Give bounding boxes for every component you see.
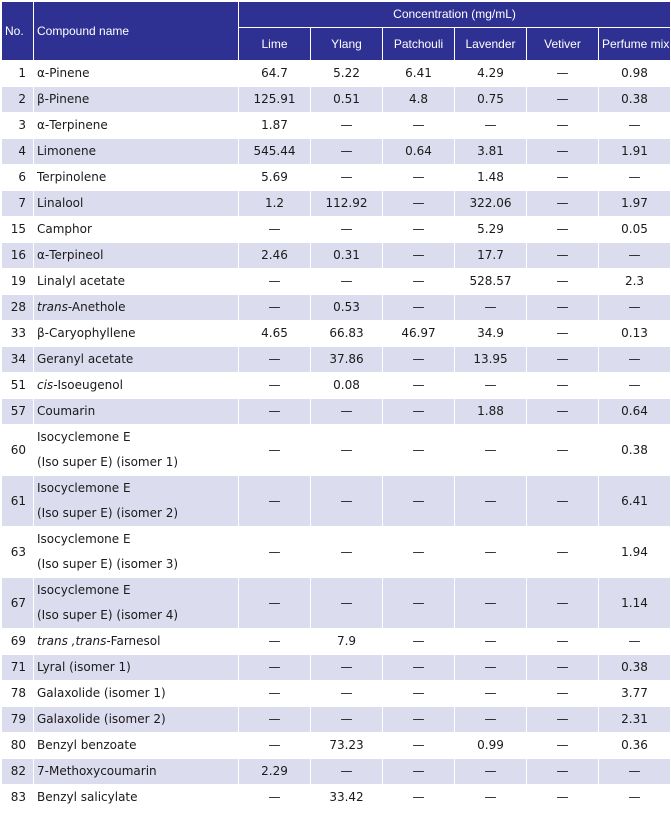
table-row bbox=[2, 321, 671, 347]
row-number: 82 bbox=[2, 759, 34, 785]
cell-vetiver: — bbox=[527, 217, 599, 243]
cell-patchouli: — bbox=[383, 733, 455, 759]
cell-ylang: 37.86 bbox=[311, 347, 383, 373]
cell-vetiver: — bbox=[527, 243, 599, 269]
cell-patchouli: — bbox=[383, 785, 455, 811]
cell-lavender: 17.7 bbox=[455, 243, 527, 269]
cell-ylang: — bbox=[311, 476, 383, 527]
cell-patchouli: — bbox=[383, 347, 455, 373]
row-number: 7 bbox=[2, 191, 34, 217]
table-row bbox=[2, 243, 671, 269]
row-number: 3 bbox=[2, 113, 34, 139]
cell-vetiver: — bbox=[527, 629, 599, 655]
row-number: 57 bbox=[2, 399, 34, 425]
cell-lavender: 3.81 bbox=[455, 139, 527, 165]
cell-patchouli: — bbox=[383, 425, 455, 476]
cell-perfume-mix: 0.64 bbox=[599, 399, 671, 425]
cell-perfume-mix: 6.41 bbox=[599, 476, 671, 527]
compound-name: Camphor bbox=[34, 217, 239, 243]
cell-patchouli: — bbox=[383, 527, 455, 578]
row-number: 4 bbox=[2, 139, 34, 165]
cell-ylang: — bbox=[311, 681, 383, 707]
row-number: 51 bbox=[2, 373, 34, 399]
cell-perfume-mix: 0.38 bbox=[599, 425, 671, 476]
cell-lavender: — bbox=[455, 785, 527, 811]
table-row bbox=[2, 707, 671, 733]
cell-perfume-mix: 0.36 bbox=[599, 733, 671, 759]
cell-perfume-mix: 1.91 bbox=[599, 139, 671, 165]
cell-patchouli: 6.41 bbox=[383, 61, 455, 87]
cell-perfume-mix: 3.77 bbox=[599, 681, 671, 707]
cell-lime: — bbox=[239, 425, 311, 476]
cell-lavender: — bbox=[455, 681, 527, 707]
compound-name-line2: (Iso super E) (isomer 2) bbox=[37, 506, 179, 520]
cell-patchouli: — bbox=[383, 217, 455, 243]
table-row bbox=[2, 113, 671, 139]
cell-ylang: 73.23 bbox=[311, 733, 383, 759]
cell-vetiver: — bbox=[527, 347, 599, 373]
cell-vetiver: — bbox=[527, 655, 599, 681]
cell-lime: 64.7 bbox=[239, 61, 311, 87]
concentration-table bbox=[1, 1, 671, 811]
cell-lime: — bbox=[239, 373, 311, 399]
cell-vetiver: — bbox=[527, 269, 599, 295]
cell-ylang: 112.92 bbox=[311, 191, 383, 217]
table-row bbox=[2, 785, 671, 811]
cell-lavender: 0.75 bbox=[455, 87, 527, 113]
cell-vetiver: — bbox=[527, 295, 599, 321]
compound-name: α-Pinene bbox=[34, 61, 239, 87]
cell-lime: — bbox=[239, 217, 311, 243]
cell-lavender: — bbox=[455, 655, 527, 681]
cell-lime: 1.87 bbox=[239, 113, 311, 139]
cell-vetiver: — bbox=[527, 578, 599, 629]
cell-lavender: 13.95 bbox=[455, 347, 527, 373]
cell-ylang: — bbox=[311, 217, 383, 243]
cell-ylang: 66.83 bbox=[311, 321, 383, 347]
cell-ylang: — bbox=[311, 113, 383, 139]
table-row bbox=[2, 373, 671, 399]
compound-name: β-Pinene bbox=[34, 87, 239, 113]
cell-lavender: 528.57 bbox=[455, 269, 527, 295]
cell-patchouli: — bbox=[383, 243, 455, 269]
row-number: 1 bbox=[2, 61, 34, 87]
table-row bbox=[2, 527, 671, 578]
cell-lavender: — bbox=[455, 707, 527, 733]
cell-lime: — bbox=[239, 527, 311, 578]
cell-ylang: 0.51 bbox=[311, 87, 383, 113]
table-row bbox=[2, 629, 671, 655]
cell-patchouli: — bbox=[383, 476, 455, 527]
cell-patchouli: — bbox=[383, 707, 455, 733]
compound-name: Benzyl benzoate bbox=[34, 733, 239, 759]
row-number: 15 bbox=[2, 217, 34, 243]
cell-lime: — bbox=[239, 733, 311, 759]
row-number: 16 bbox=[2, 243, 34, 269]
cell-vetiver: — bbox=[527, 527, 599, 578]
cell-patchouli: 0.64 bbox=[383, 139, 455, 165]
cell-lime: 2.46 bbox=[239, 243, 311, 269]
header-concentration-group: Concentration (mg/mL) bbox=[239, 2, 671, 28]
cell-vetiver: — bbox=[527, 373, 599, 399]
table-row bbox=[2, 655, 671, 681]
row-number: 63 bbox=[2, 527, 34, 578]
compound-name: cis-Isoeugenol bbox=[34, 373, 239, 399]
table-header bbox=[2, 2, 671, 61]
compound-name: Galaxolide (isomer 1) bbox=[34, 681, 239, 707]
cell-patchouli: — bbox=[383, 629, 455, 655]
cell-lavender: — bbox=[455, 759, 527, 785]
cell-vetiver: — bbox=[527, 733, 599, 759]
header-lime: Lime bbox=[239, 28, 311, 61]
table-row bbox=[2, 295, 671, 321]
cell-lime: — bbox=[239, 785, 311, 811]
compound-name: Benzyl salicylate bbox=[34, 785, 239, 811]
cell-ylang: — bbox=[311, 269, 383, 295]
header-ylang: Ylang bbox=[311, 28, 383, 61]
cell-perfume-mix: — bbox=[599, 629, 671, 655]
cell-perfume-mix: 2.3 bbox=[599, 269, 671, 295]
cell-lime: — bbox=[239, 347, 311, 373]
table-row bbox=[2, 578, 671, 629]
cell-lime: 2.29 bbox=[239, 759, 311, 785]
table-row bbox=[2, 217, 671, 243]
table-row bbox=[2, 87, 671, 113]
row-number: 6 bbox=[2, 165, 34, 191]
cell-lavender: — bbox=[455, 295, 527, 321]
cell-lavender: 1.88 bbox=[455, 399, 527, 425]
cell-patchouli: — bbox=[383, 681, 455, 707]
cell-ylang: — bbox=[311, 707, 383, 733]
cell-ylang: — bbox=[311, 759, 383, 785]
cell-vetiver: — bbox=[527, 759, 599, 785]
cell-perfume-mix: — bbox=[599, 295, 671, 321]
table-row bbox=[2, 61, 671, 87]
cell-lime: 1.2 bbox=[239, 191, 311, 217]
cell-lavender: 4.29 bbox=[455, 61, 527, 87]
cell-perfume-mix: 0.05 bbox=[599, 217, 671, 243]
cell-patchouli: — bbox=[383, 373, 455, 399]
compound-name: Lyral (isomer 1) bbox=[34, 655, 239, 681]
cell-lime: — bbox=[239, 295, 311, 321]
cell-perfume-mix: 0.13 bbox=[599, 321, 671, 347]
compound-name: Limonene bbox=[34, 139, 239, 165]
cell-lavender: — bbox=[455, 527, 527, 578]
compound-name-line2: (Iso super E) (isomer 4) bbox=[37, 608, 179, 622]
cell-lavender: 0.99 bbox=[455, 733, 527, 759]
cell-perfume-mix: — bbox=[599, 113, 671, 139]
cell-vetiver: — bbox=[527, 681, 599, 707]
cell-perfume-mix: 0.98 bbox=[599, 61, 671, 87]
cell-vetiver: — bbox=[527, 476, 599, 527]
compound-name: Isocyclemone E (Iso super E) (isomer 2) bbox=[34, 476, 239, 527]
compound-name: Galaxolide (isomer 2) bbox=[34, 707, 239, 733]
row-number: 80 bbox=[2, 733, 34, 759]
row-number: 19 bbox=[2, 269, 34, 295]
cell-lime: — bbox=[239, 578, 311, 629]
cell-ylang: 0.53 bbox=[311, 295, 383, 321]
cell-lavender: 322.06 bbox=[455, 191, 527, 217]
cell-lavender: 1.48 bbox=[455, 165, 527, 191]
cell-patchouli: — bbox=[383, 578, 455, 629]
table-row bbox=[2, 269, 671, 295]
table-row bbox=[2, 425, 671, 476]
row-number: 83 bbox=[2, 785, 34, 811]
cell-vetiver: — bbox=[527, 399, 599, 425]
row-number: 67 bbox=[2, 578, 34, 629]
compound-name: Coumarin bbox=[34, 399, 239, 425]
cell-vetiver: — bbox=[527, 87, 599, 113]
cell-patchouli: — bbox=[383, 295, 455, 321]
cell-ylang: — bbox=[311, 578, 383, 629]
row-number: 71 bbox=[2, 655, 34, 681]
cell-lavender: — bbox=[455, 629, 527, 655]
cell-perfume-mix: 0.38 bbox=[599, 87, 671, 113]
compound-name: α-Terpinene bbox=[34, 113, 239, 139]
cell-ylang: — bbox=[311, 425, 383, 476]
cell-lavender: 5.29 bbox=[455, 217, 527, 243]
header-perfume-mix: Perfume mix bbox=[599, 28, 671, 61]
row-number: 78 bbox=[2, 681, 34, 707]
cell-ylang: 7.9 bbox=[311, 629, 383, 655]
cell-ylang: 33.42 bbox=[311, 785, 383, 811]
cell-vetiver: — bbox=[527, 139, 599, 165]
cell-perfume-mix: — bbox=[599, 243, 671, 269]
header-compound-name: Compound name bbox=[34, 2, 239, 61]
table-row bbox=[2, 165, 671, 191]
cell-perfume-mix: — bbox=[599, 165, 671, 191]
cell-lime: — bbox=[239, 707, 311, 733]
cell-vetiver: — bbox=[527, 425, 599, 476]
header-vetiver: Vetiver bbox=[527, 28, 599, 61]
cell-vetiver: — bbox=[527, 165, 599, 191]
cell-patchouli: 46.97 bbox=[383, 321, 455, 347]
row-number: 60 bbox=[2, 425, 34, 476]
table-row bbox=[2, 476, 671, 527]
row-number: 28 bbox=[2, 295, 34, 321]
compound-name: Geranyl acetate bbox=[34, 347, 239, 373]
compound-name: trans ,trans-Farnesol bbox=[34, 629, 239, 655]
cell-lime: — bbox=[239, 269, 311, 295]
cell-lime: — bbox=[239, 476, 311, 527]
cell-lime: — bbox=[239, 399, 311, 425]
compound-name: Linalyl acetate bbox=[34, 269, 239, 295]
cell-ylang: — bbox=[311, 139, 383, 165]
row-number: 69 bbox=[2, 629, 34, 655]
compound-name: Terpinolene bbox=[34, 165, 239, 191]
cell-ylang: 5.22 bbox=[311, 61, 383, 87]
compound-name: β-Caryophyllene bbox=[34, 321, 239, 347]
table-row bbox=[2, 139, 671, 165]
cell-perfume-mix: 1.14 bbox=[599, 578, 671, 629]
cell-vetiver: — bbox=[527, 707, 599, 733]
cell-patchouli: — bbox=[383, 759, 455, 785]
cell-lime: 125.91 bbox=[239, 87, 311, 113]
table-row bbox=[2, 399, 671, 425]
compound-name: Isocyclemone E (Iso super E) (isomer 4) bbox=[34, 578, 239, 629]
table-body bbox=[2, 61, 671, 811]
row-number: 2 bbox=[2, 87, 34, 113]
cell-patchouli: — bbox=[383, 113, 455, 139]
cell-lime: 545.44 bbox=[239, 139, 311, 165]
cell-perfume-mix: 1.97 bbox=[599, 191, 671, 217]
compound-name: trans-Anethole bbox=[34, 295, 239, 321]
compound-name: 7-Methoxycoumarin bbox=[34, 759, 239, 785]
table-row bbox=[2, 681, 671, 707]
cell-perfume-mix: — bbox=[599, 759, 671, 785]
cell-lavender: — bbox=[455, 113, 527, 139]
cell-perfume-mix: — bbox=[599, 373, 671, 399]
cell-perfume-mix: — bbox=[599, 785, 671, 811]
cell-patchouli: — bbox=[383, 191, 455, 217]
cell-lavender: — bbox=[455, 578, 527, 629]
compound-name: Isocyclemone E (Iso super E) (isomer 1) bbox=[34, 425, 239, 476]
cell-vetiver: — bbox=[527, 113, 599, 139]
cell-lime: 5.69 bbox=[239, 165, 311, 191]
cell-perfume-mix: 1.94 bbox=[599, 527, 671, 578]
table-row bbox=[2, 733, 671, 759]
cell-patchouli: — bbox=[383, 655, 455, 681]
compound-name: Linalool bbox=[34, 191, 239, 217]
cell-patchouli: — bbox=[383, 165, 455, 191]
compound-name: Isocyclemone E (Iso super E) (isomer 3) bbox=[34, 527, 239, 578]
cell-ylang: — bbox=[311, 655, 383, 681]
cell-ylang: — bbox=[311, 527, 383, 578]
cell-perfume-mix: 0.38 bbox=[599, 655, 671, 681]
cell-patchouli: — bbox=[383, 269, 455, 295]
compound-name-line2: (Iso super E) (isomer 3) bbox=[37, 557, 179, 571]
cell-vetiver: — bbox=[527, 785, 599, 811]
cell-lavender: — bbox=[455, 425, 527, 476]
cell-lavender: — bbox=[455, 373, 527, 399]
cell-vetiver: — bbox=[527, 191, 599, 217]
table-row bbox=[2, 191, 671, 217]
cell-patchouli: — bbox=[383, 399, 455, 425]
cell-vetiver: — bbox=[527, 61, 599, 87]
cell-lavender: 34.9 bbox=[455, 321, 527, 347]
header-lavender: Lavender bbox=[455, 28, 527, 61]
table-row bbox=[2, 759, 671, 785]
row-number: 61 bbox=[2, 476, 34, 527]
compound-name-line2: (Iso super E) (isomer 1) bbox=[37, 455, 179, 469]
header-no: No. bbox=[2, 2, 34, 61]
cell-patchouli: 4.8 bbox=[383, 87, 455, 113]
cell-perfume-mix: — bbox=[599, 347, 671, 373]
row-number: 79 bbox=[2, 707, 34, 733]
cell-lime: — bbox=[239, 655, 311, 681]
cell-ylang: — bbox=[311, 399, 383, 425]
cell-ylang: — bbox=[311, 165, 383, 191]
header-patchouli: Patchouli bbox=[383, 28, 455, 61]
compound-name: α-Terpineol bbox=[34, 243, 239, 269]
cell-perfume-mix: 2.31 bbox=[599, 707, 671, 733]
row-number: 33 bbox=[2, 321, 34, 347]
cell-lime: — bbox=[239, 681, 311, 707]
cell-ylang: 0.08 bbox=[311, 373, 383, 399]
cell-ylang: 0.31 bbox=[311, 243, 383, 269]
cell-vetiver: — bbox=[527, 321, 599, 347]
table-row bbox=[2, 347, 671, 373]
cell-lime: — bbox=[239, 629, 311, 655]
cell-lavender: — bbox=[455, 476, 527, 527]
row-number: 34 bbox=[2, 347, 34, 373]
cell-lime: 4.65 bbox=[239, 321, 311, 347]
